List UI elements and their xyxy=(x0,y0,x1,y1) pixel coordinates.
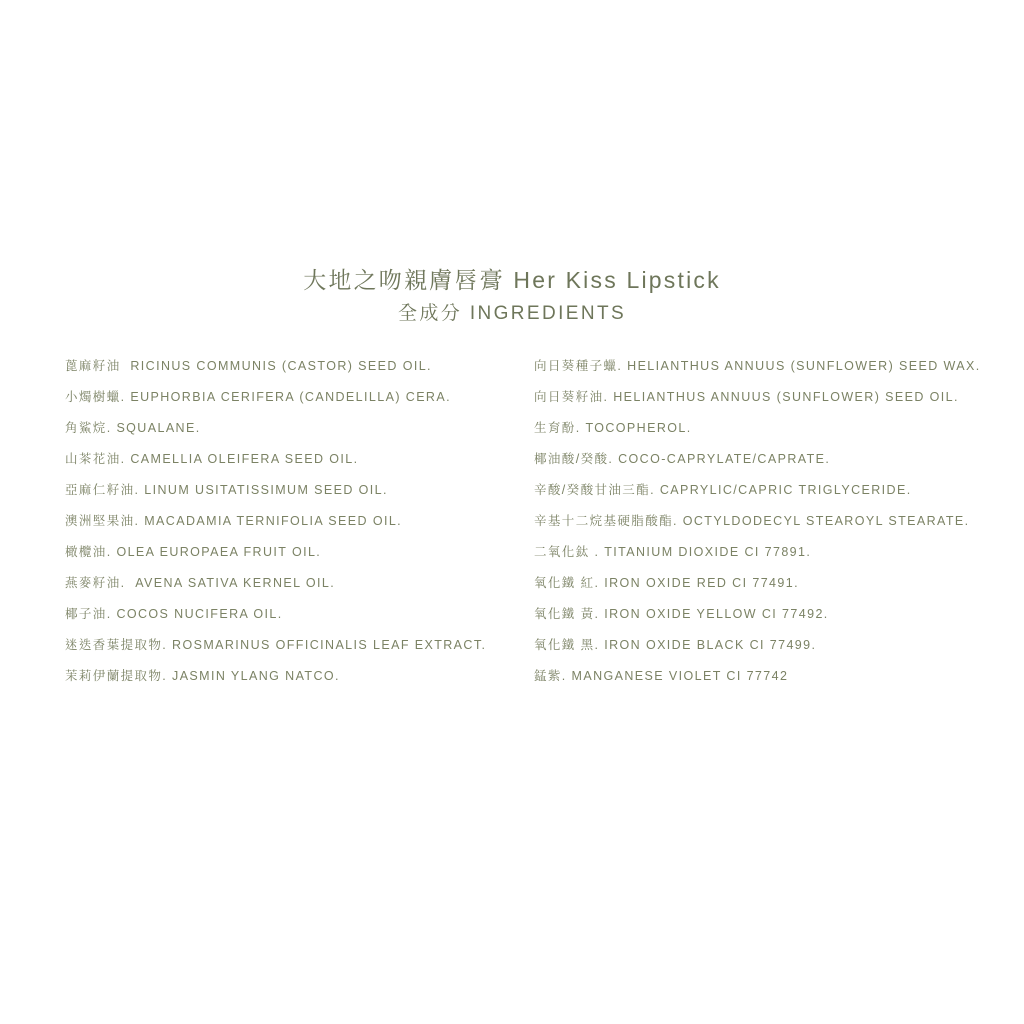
ingredient-row-linum-seed-oil: 亞麻仁籽油. LINUM USITATISSIMUM SEED OIL. xyxy=(65,483,388,497)
ingredient-row-iron-oxide-black: 氧化鐵 黑. IRON OXIDE BLACK CI 77499. xyxy=(534,638,817,652)
ingredient-row-camellia-seed-oil: 山茶花油. CAMELLIA OLEIFERA SEED OIL. xyxy=(65,452,359,466)
ingredient-row-candelilla-cera: 小燭樹蠟. EUPHORBIA CERIFERA (CANDELILLA) CERA. xyxy=(65,390,451,404)
ingredient-row-coco-caprylate-caprate: 椰油酸/癸酸. COCO-CAPRYLATE/CAPRATE. xyxy=(534,452,831,466)
ingredient-row-sunflower-seed-wax: 向日葵種子蠟. HELIANTHUS ANNUUS (SUNFLOWER) SEED WAX. xyxy=(534,359,981,373)
ingredient-row-macadamia-seed-oil: 澳洲堅果油. MACADAMIA TERNIFOLIA SEED OIL. xyxy=(65,514,403,528)
ingredient-row-castor-seed-oil: 蓖麻籽油 RICINUS COMMUNIS (CASTOR) SEED OIL. xyxy=(65,359,432,373)
ingredient-row-avena-kernel-oil: 燕麥籽油. AVENA SATIVA KERNEL OIL. xyxy=(65,576,336,590)
ingredient-row-iron-oxide-yellow: 氧化鐵 黃. IRON OXIDE YELLOW CI 77492. xyxy=(534,607,829,621)
ingredient-row-capric-triglyceride: 辛酸/癸酸甘油三酯. CAPRYLIC/CAPRIC TRIGLYCERIDE. xyxy=(534,483,912,497)
ingredient-row-olea-fruit-oil: 橄欖油. OLEA EUROPAEA FRUIT OIL. xyxy=(65,545,322,559)
ingredients-column-left xyxy=(65,351,486,692)
ingredient-row-manganese-violet: 錳紫. MANGANESE VIOLET CI 77742 xyxy=(534,669,789,683)
ingredient-row-sunflower-seed-oil: 向日葵籽油. HELIANTHUS ANNUUS (SUNFLOWER) SEED OIL. xyxy=(534,390,959,404)
ingredient-row-octyldodecyl-stearoyl-stearate: 辛基十二烷基硬脂酸酯. OCTYLDODECYL STEAROYL STEARATE. xyxy=(534,514,970,528)
ingredients-heading: 全成分 INGREDIENTS xyxy=(397,303,627,324)
product-title: 大地之吻親膚唇膏 Her Kiss Lipstick xyxy=(303,267,721,293)
ingredients-column-right xyxy=(534,351,981,692)
ingredient-row-squalane: 角鯊烷. SQUALANE. xyxy=(65,421,201,435)
ingredient-row-tocopherol: 生育酚. TOCOPHEROL. xyxy=(534,421,692,435)
ingredient-row-rosmarinus-leaf-extract: 迷迭香葉提取物. ROSMARINUS OFFICINALIS LEAF EXTRACT. xyxy=(65,638,487,652)
ingredient-row-jasmin-ylang-natco: 茉莉伊蘭提取物. JASMIN YLANG NATCO. xyxy=(65,669,340,683)
ingredient-row-iron-oxide-red: 氧化鐵 紅. IRON OXIDE RED CI 77491. xyxy=(534,576,799,590)
ingredient-row-cocos-nucifera-oil: 椰子油. COCOS NUCIFERA OIL. xyxy=(65,607,283,621)
label-header xyxy=(0,266,1024,326)
ingredient-row-titanium-dioxide: 二氧化鈦 . TITANIUM DIOXIDE CI 77891. xyxy=(534,545,812,559)
